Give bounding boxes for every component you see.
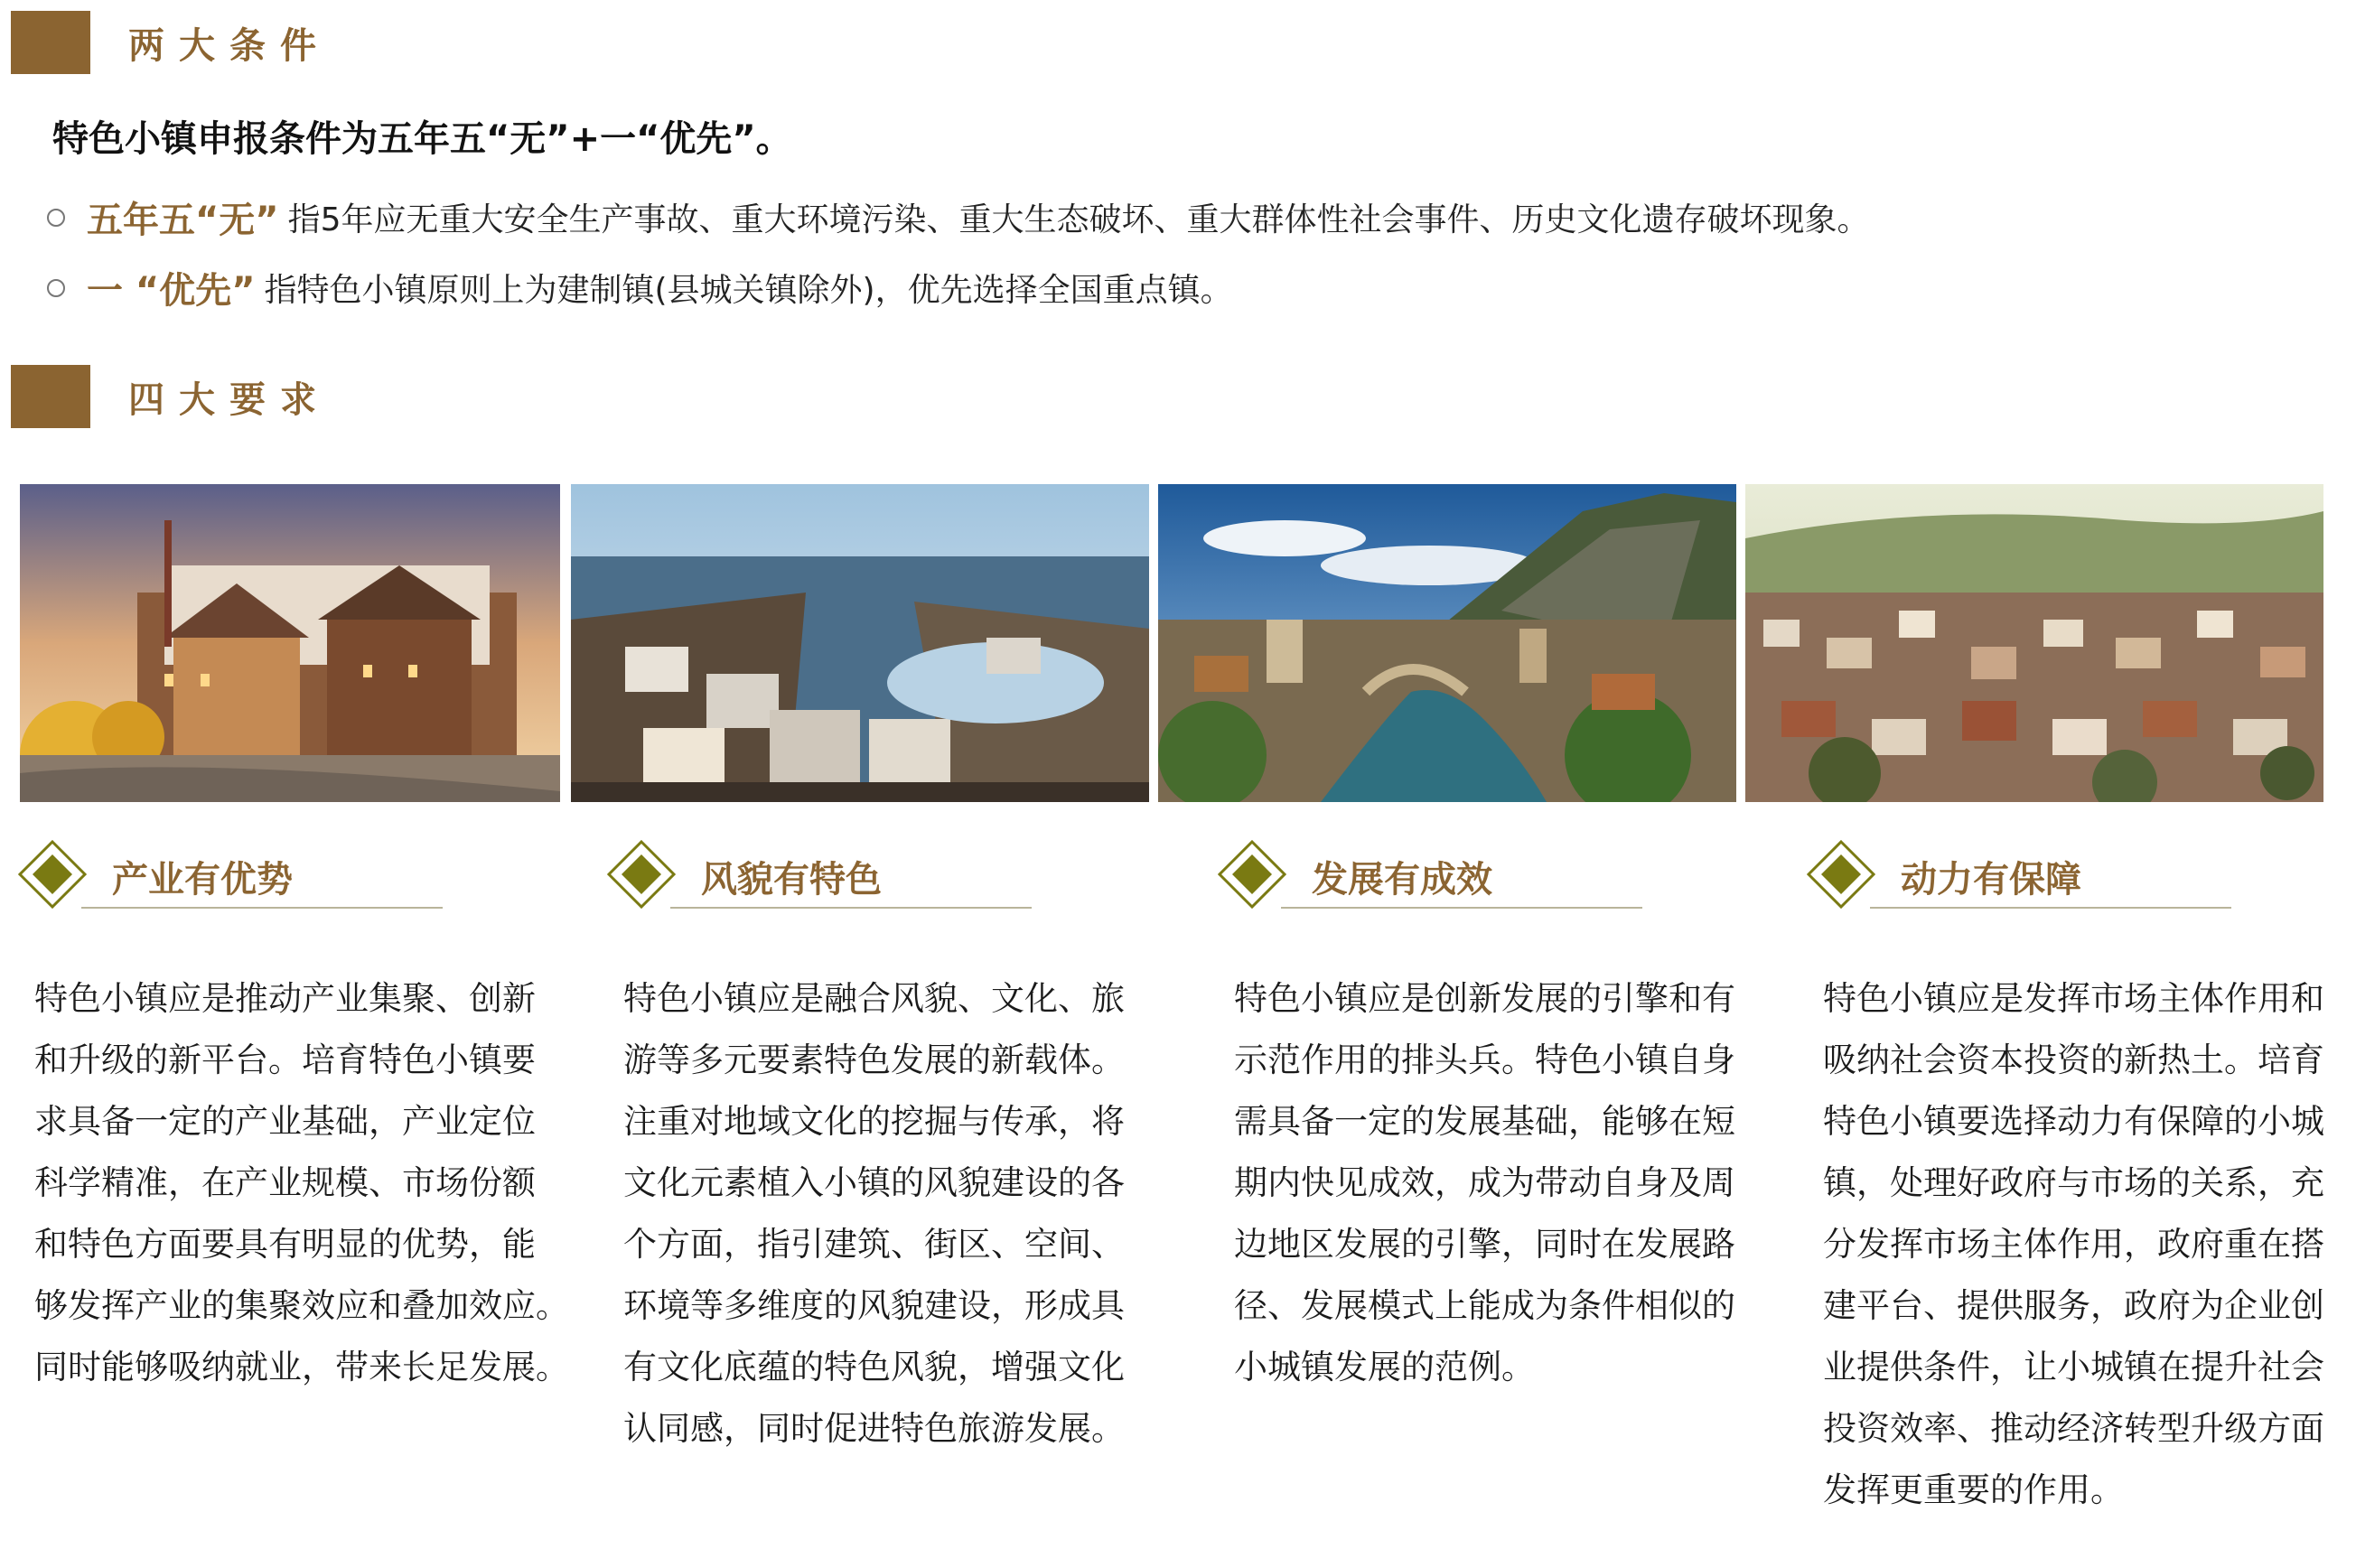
bullet-text: 指特色小镇原则上为建制镇(县城关镇除外)，优先选择全国重点镇。 (264, 272, 1233, 309)
text-line: 示范作用的排头兵。特色小镇自身 (1234, 1041, 1735, 1079)
text-line: 业提供条件，让小城镇在提升社会 (1823, 1348, 2324, 1386)
text-line: 个方面，指引建筑、街区、空间、 (623, 1225, 1125, 1264)
bullet-circle-icon (47, 209, 65, 227)
text-line: 特色小镇应是推动产业集聚、创新 (34, 979, 536, 1018)
text-line: 特色小镇应是融合风貌、文化、旅 (623, 979, 1125, 1018)
text-line: 需具备一定的发展基础，能够在短 (1234, 1102, 1735, 1141)
text-line: 认同感，同时促进特色旅游发展。 (623, 1409, 1125, 1448)
section-title: 两大条件 (128, 24, 331, 67)
title-underline (1870, 907, 2231, 909)
requirement-header-momentum (1807, 833, 2240, 910)
requirement-text-industry (34, 968, 576, 1398)
headline: 特色小镇申报条件为五年五“无”+一“优先”。 (52, 118, 792, 160)
text-line: 特色小镇应是发挥市场主体作用和 (1823, 979, 2324, 1018)
bullet-circle-icon (47, 279, 65, 297)
text-line: 小城镇发展的范例。 (1234, 1348, 1535, 1386)
text-line: 和特色方面要具有明显的优势，能 (34, 1225, 536, 1264)
requirement-header-industry (18, 833, 452, 910)
bullet-item (47, 191, 1869, 243)
photo-bridge-valley (1158, 484, 1736, 802)
text-line: 游等多元要素特色发展的新载体。 (623, 1041, 1125, 1079)
requirement-header-style (607, 833, 1041, 910)
bullet-keyword: 一 “优先” (87, 270, 256, 312)
requirement-text-results (1234, 968, 1776, 1398)
photo-town-street (20, 484, 560, 802)
requirement-title: 风貌有特色 (701, 859, 882, 901)
text-line: 特色小镇应是创新发展的引擎和有 (1234, 979, 1735, 1018)
section-header-conditions (11, 11, 331, 74)
text-line: 环境等多维度的风貌建设，形成具 (623, 1286, 1125, 1325)
text-line: 径、发展模式上能成为条件相似的 (1234, 1286, 1735, 1325)
text-line: 建平台、提供服务，政府为企业创 (1823, 1286, 2324, 1325)
section-header-requirements (11, 365, 331, 428)
requirement-title: 动力有保障 (1901, 859, 2081, 901)
diamond-icon (18, 840, 87, 909)
text-line: 镇，处理好政府与市场的关系，充 (1823, 1163, 2324, 1202)
section-title: 四大要求 (128, 378, 331, 421)
section-marker (11, 365, 90, 428)
requirement-title: 产业有优势 (112, 859, 293, 901)
requirement-header-results (1218, 833, 1651, 910)
text-line: 边地区发展的引擎，同时在发展路 (1234, 1225, 1735, 1264)
text-line: 特色小镇要选择动力有保障的小城 (1823, 1102, 2324, 1141)
requirement-title: 发展有成效 (1312, 859, 1492, 901)
bullet-text: 指5年应无重大安全生产事故、重大环境污染、重大生态破坏、重大群体性社会事件、历史文化遗存破坏现象。 (287, 201, 1870, 238)
bullet-keyword: 五年五“无” (87, 200, 279, 241)
text-line: 和升级的新平台。培育特色小镇要 (34, 1041, 536, 1079)
diamond-icon (1807, 840, 1875, 909)
text-line: 吸纳社会资本投资的新热土。培育 (1823, 1041, 2324, 1079)
photo-waterfront (571, 484, 1149, 802)
bullet-item (47, 262, 1233, 313)
text-line: 投资效率、推动经济转型升级方面 (1823, 1409, 2324, 1448)
title-underline (670, 907, 1032, 909)
text-line: 注重对地域文化的挖掘与传承，将 (623, 1102, 1125, 1141)
diamond-icon (607, 840, 676, 909)
text-line: 有文化底蕴的特色风貌，增强文化 (623, 1348, 1125, 1386)
diamond-icon (1218, 840, 1286, 909)
text-line: 够发挥产业的集聚效应和叠加效应。 (34, 1286, 569, 1325)
title-underline (81, 907, 443, 909)
photo-hillside-town (1745, 484, 2323, 802)
text-line: 求具备一定的产业基础，产业定位 (34, 1102, 536, 1141)
title-underline (1281, 907, 1642, 909)
text-line: 文化元素植入小镇的风貌建设的各 (623, 1163, 1125, 1202)
requirement-text-style (623, 968, 1165, 1460)
text-line: 发挥更重要的作用。 (1823, 1470, 2124, 1509)
text-line: 科学精准，在产业规模、市场份额 (34, 1163, 536, 1202)
text-line: 期内快见成效，成为带动自身及周 (1234, 1163, 1735, 1202)
text-line: 分发挥市场主体作用，政府重在搭 (1823, 1225, 2324, 1264)
text-line: 同时能够吸纳就业，带来长足发展。 (34, 1348, 569, 1386)
section-marker (11, 11, 90, 74)
requirement-text-momentum (1823, 968, 2347, 1521)
